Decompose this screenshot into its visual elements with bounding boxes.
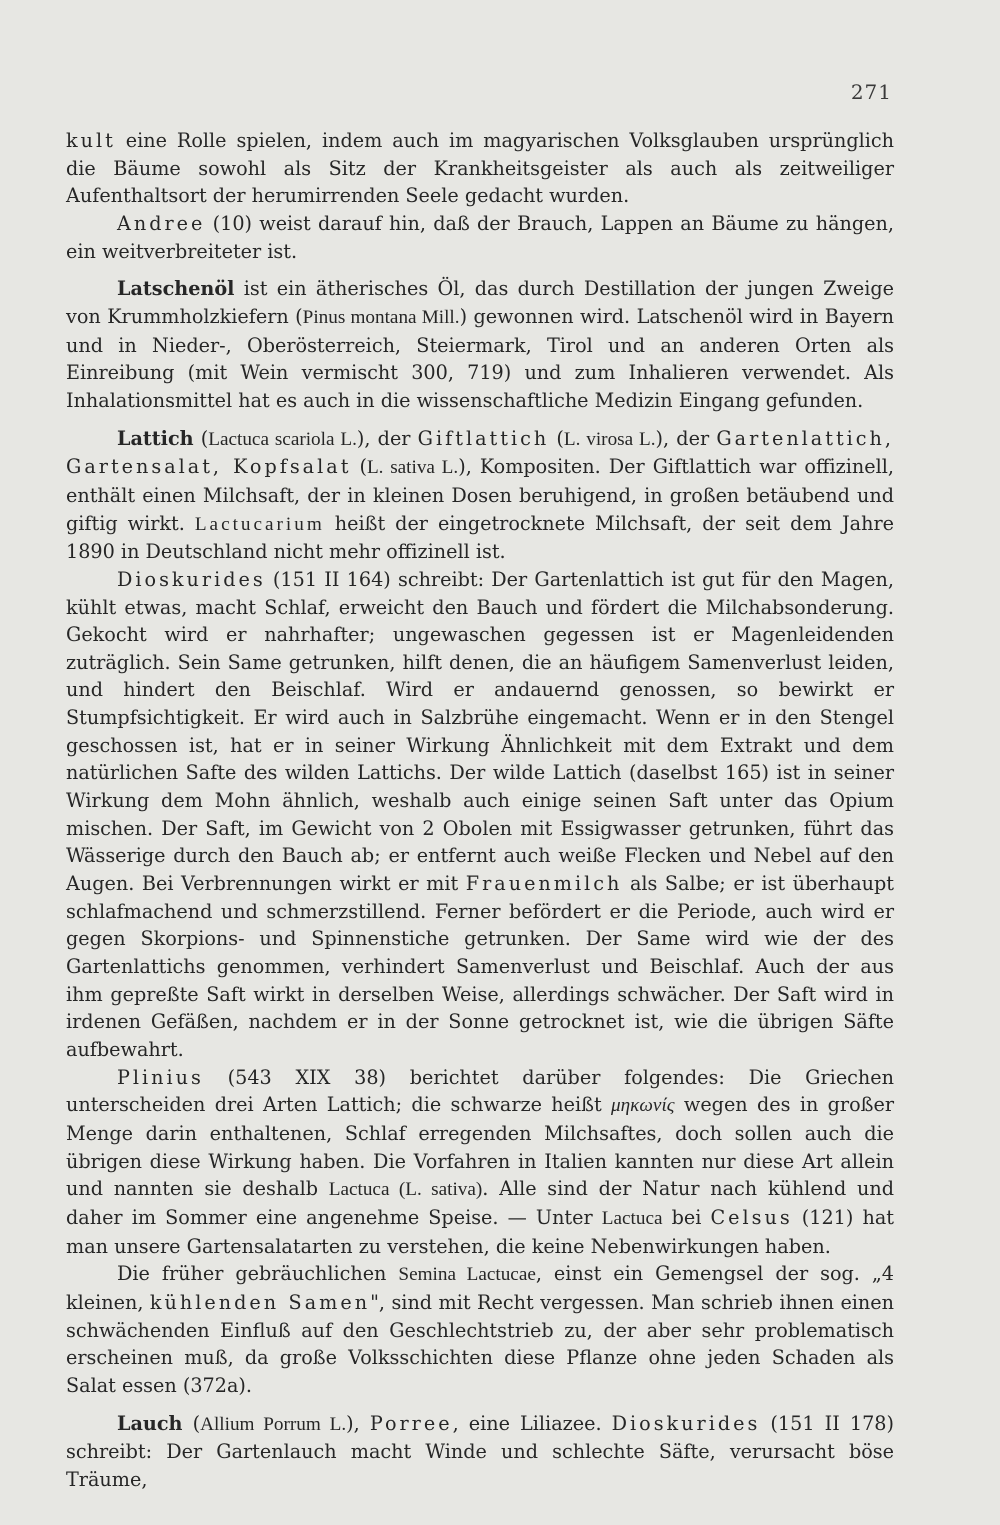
text-run: (151 II 164) schreibt: Der Gartenlattich ist gut für den Magen, kühlt etwas, macht Schlaf, erweicht den Bauch und fördert die Milchabsonderung. Gekocht wird er nahrhafter; ungewaschen gegessen ist er Magenleidenden zuträglich. Sein Same getrunken, hilft denen, die an häufigem Samenverlust leiden, und hindert den Beischlaf. Wird er andauernd genossen, so bewirkt er Stumpfsichtigkeit. Er wird auch in Salzbrühe eingemacht. Wenn er in den Stengel geschossen ist, hat er in seiner Wirkung Ähnlichkeit mit dem Extrakt und dem natürlichen Safte des wilden Lattichs. Der wilde Lattich (daselbst 165) ist in seiner Wirkung dem Mohn ähnlich, weshalb auch einige seinen Saft unter das Opium mischen. Der Saft, im Gewicht von 2 Obolen mit Essigwasser getrunken, führt das Wässerige durch den Bauch ab; er entfernt auch weiße Flecken und Nebel auf den Augen. Bei Verbrennungen wirkt er mit [66,567,894,896]
paragraph-semina [66,1260,894,1399]
latin-name: Semina Lactucae [398,1264,536,1286]
page-text [66,127,894,1494]
paragraph-continuation [66,127,894,210]
latin-name: Lactuca scariola L. [208,428,357,450]
spaced-word: kühlenden Samen [149,1290,371,1314]
text-run: ist ein ätherisches Öl, das durch Destillation der jungen Zweige von Krummholzkiefern ( [66,277,894,328]
latin-name: L. sativa L. [366,457,459,479]
text-run: ), der [356,426,418,450]
text-run: ( [182,1411,201,1435]
author-name: Andree [117,211,206,235]
author-name: Plinius [117,1065,204,1089]
text-run: (121) hat man unsere Gartensalatarten zu verstehen, die keine Nebenwirkungen haben. [66,1205,894,1258]
text-run: (543 XIX 38) berichtet darüber folgendes: Die Griechen unterscheiden drei Arten Lattich; die schwarze heißt [66,1065,894,1117]
text-run: als Salbe; er ist überhaupt schlafmachend und schmerzstillend. Ferner befördert er die Periode, auch wird er gegen Skorpions- und Spinnenstiche getrunken. Der Same wird wie der des Gartenlattichs genommen, verhindert Samenverlust und Beischlaf. Auch der aus ihm gepreßte Saft wirkt in derselben Weise, allerdings schwächer. Der Saft wird in irdenen Gefäßen, nachdem er in der Sonne getrocknet ist, wie die übrigen Säfte aufbewahrt. [66,872,894,1061]
latin-name: Allium Porrum L. [200,1413,347,1435]
paragraph-andree [66,210,894,265]
spaced-latin: Lactucarium [194,513,325,535]
spaced-word: Gartenlattich, Gartensalat, Kopfsalat [66,426,895,479]
entry-latschenoel [66,275,894,414]
text-run: Die früher gebräuchlichen [117,1262,399,1286]
text-run: ( [549,426,564,450]
text-run: (10) weist darauf hin, daß der Brauch, Lappen an Bäume zu hängen, ein weitverbreiteter ist. [66,211,894,263]
author-name: Celsus [710,1205,793,1229]
text-run: ", sind mit Recht vergessen. Man schrieb ihnen einen schwächenden Einfluß auf den Geschlechtstrieb zu, der aber sehr problematisch erscheinen muß, da große Volksschichten diese Pflanze ohne jeden Schaden als Salat essen (372a). [66,1290,895,1397]
entry-lauch [66,1410,894,1494]
entry-keyword: Lattich [117,426,194,450]
entry-keyword: Latschenöl [117,277,235,301]
text-run: . Alle sind der Natur nach kühlend und daher im Sommer eine angenehme Speise. — Unter [66,1177,894,1229]
text-run: heißt der eingetrocknete Milchsaft, der seit dem Jahre 1890 in Deutschland nicht mehr offizinell ist. [66,511,894,564]
text-run: eine Rolle spielen, indem auch im magyarischen Volksglauben ursprünglich die Bäume sowohl als Sitz der Krankheitsgeister als auch als zeitweiliger Aufenthaltsort der herumirrenden Seele gedacht wurden. [66,129,894,208]
paragraph-dioskurides [66,566,894,1064]
text-run: ), [346,1411,370,1435]
text-run: bei [662,1205,711,1229]
author-name: Dioskurides [611,1411,761,1435]
paragraph-plinius [66,1064,894,1261]
text-run: ( [193,426,209,450]
author-name: Dioskurides [117,567,266,591]
text-run: ( [351,455,367,479]
text-run: ), Kompositen. Der Giftlattich war offizinell, enthält einen Milchsaft, der in kleinen Dosen beruhigend, in großen betäubend und giftig wirkt. [66,455,894,535]
spaced-word: Frauenmilch [465,872,623,896]
greek-word: μηκωνίς [611,1095,675,1117]
latin-name: L. virosa L. [563,428,656,450]
page-number: 271 [850,80,892,104]
entry-lattich [66,425,894,566]
spaced-word: Porree [369,1411,453,1435]
text-run: ) gewonnen wird. Latschenöl wird in Bayern und in Nieder-, Oberösterreich, Steiermark, Tirol und an anderen Orten als Einreibung (mit Wein vermischt 300, 719) und zum Inhalieren verwendet. Als Inhalationsmittel hat es auch in die wissenschaftliche Medizin Eingang gefunden. [66,304,894,412]
text-run: (151 II 178) schreibt: Der Gartenlauch macht Winde und schlechte Säfte, verursacht böse Träume, [66,1411,894,1491]
text-run: ), der [655,426,717,450]
spaced-word: kult [66,129,116,152]
latin-name: Lactuca (L. sativa) [328,1179,483,1201]
text-run: , eine Liliazee. [452,1411,612,1435]
text-run: wegen des in großer Menge darin enthaltenen, Schlaf erregenden Milchsaftes, doch sollen auch die übrigen diese Wirkung haben. Die Vorfahren in Italien kannten nur diese Art allein und nannten sie deshalb [66,1093,894,1201]
latin-name: Lactuca [601,1207,663,1229]
spaced-word: Giftlattich [417,426,550,450]
text-run: , einst ein Gemengsel der sog. „4 kleinen, [66,1262,894,1314]
entry-keyword: Lauch [117,1411,183,1435]
latin-name: Pinus montana Mill. [302,306,460,328]
